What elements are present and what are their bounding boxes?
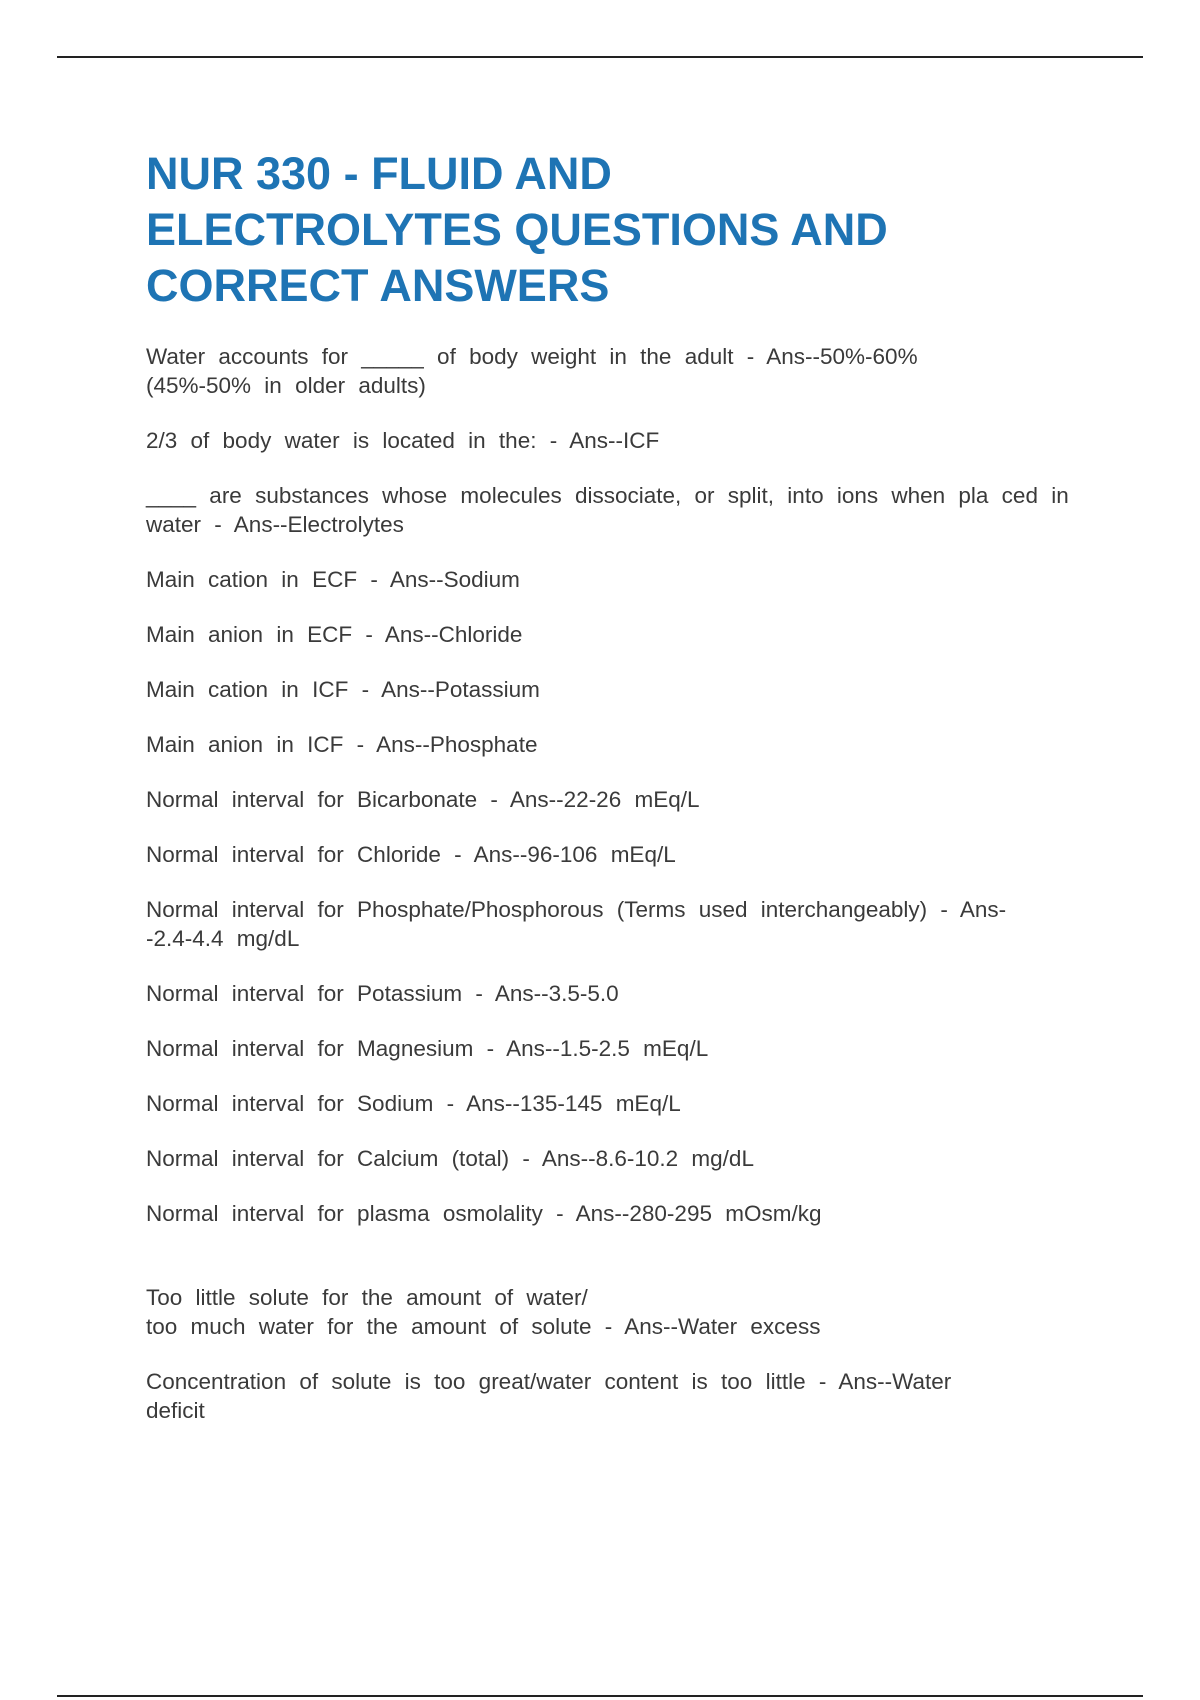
- answer-text: Ans--2.4-4.4 mg/dL: [146, 897, 1007, 951]
- qa-item: Main anion in ICF - Ans--Phosphate: [146, 732, 538, 757]
- question-text: Main anion in ECF: [146, 622, 353, 647]
- qa-item: Normal interval for Magnesium - Ans--1.5-2.5 mEq/L: [146, 1036, 709, 1061]
- answer-text: Ans--96-106 mEq/L: [473, 842, 676, 867]
- question-text: Normal interval for Potassium: [146, 981, 463, 1006]
- qa-item: Concentration of solute is too great/water content is too little - Ans--Water deficit: [146, 1369, 952, 1423]
- answer-text: Ans--22-26 mEq/L: [509, 787, 700, 812]
- answer-text: Ans--Chloride: [384, 622, 523, 647]
- question-text: Normal interval for plasma osmolality: [146, 1201, 543, 1226]
- question-text: Normal interval for Phosphate/Phosphorous (Terms used interchangeably): [146, 897, 928, 922]
- answer-text: Ans--Phosphate: [376, 732, 538, 757]
- answer-text: Ans--ICF: [569, 428, 660, 453]
- question-text: Concentration of solute is too great/water content is too little: [146, 1369, 806, 1394]
- answer-text: Ans--Water deficit: [146, 1369, 952, 1423]
- answer-text: Ans--135-145 mEq/L: [466, 1091, 681, 1116]
- qa-item: Main anion in ECF - Ans--Chloride: [146, 622, 523, 647]
- question-text: Normal interval for Magnesium: [146, 1036, 474, 1061]
- question-text: Too little solute for the amount of water/ too much water for the amount of solute: [146, 1285, 592, 1339]
- question-text: Normal interval for Calcium (total): [146, 1146, 510, 1171]
- question-text: Main cation in ECF: [146, 567, 358, 592]
- answer-text: Ans--Potassium: [381, 677, 540, 702]
- question-text: Main cation in ICF: [146, 677, 349, 702]
- qa-item: Normal interval for Phosphate/Phosphorous (Terms used interchangeably) - Ans--2.4-4.4 mg/dL: [146, 897, 1007, 951]
- question-text: Water accounts for _____ of body weight in the adult: [146, 344, 734, 369]
- answer-text: Ans--280-295 mOsm/kg: [575, 1201, 822, 1226]
- qa-item: Normal interval for Sodium - Ans--135-145 mEq/L: [146, 1091, 681, 1116]
- answer-text: Ans--Sodium: [389, 567, 520, 592]
- qa-item: Water accounts for _____ of body weight in the adult - Ans--50%-60% (45%-50% in older adults): [146, 344, 918, 398]
- question-text: Normal interval for Chloride: [146, 842, 441, 867]
- qa-item: Normal interval for plasma osmolality - Ans--280-295 mOsm/kg: [146, 1201, 822, 1226]
- question-text: Main anion in ICF: [146, 732, 344, 757]
- header-rule: [57, 56, 1143, 58]
- footer-rule: [57, 1695, 1143, 1697]
- qa-item: ____ are substances whose molecules dissociate, or split, into ions when pla ced in water - Ans--Electrolytes: [146, 483, 1069, 537]
- question-text: 2/3 of body water is located in the:: [146, 428, 537, 453]
- answer-text: Ans--3.5-5.0: [494, 981, 619, 1006]
- document-title: NUR 330 - FLUID AND ELECTROLYTES QUESTIONS AND CORRECT ANSWERS: [146, 148, 888, 311]
- qa-item: Normal interval for Calcium (total) - Ans--8.6-10.2 mg/dL: [146, 1146, 754, 1171]
- answer-text: Ans--50%-60% (45%-50% in older adults): [146, 344, 918, 398]
- answer-text: Ans--8.6-10.2 mg/dL: [541, 1146, 754, 1171]
- qa-item: Normal interval for Potassium - Ans--3.5-5.0: [146, 981, 619, 1006]
- answer-text: Ans--1.5-2.5 mEq/L: [506, 1036, 709, 1061]
- answer-text: Ans--Water excess: [624, 1314, 821, 1339]
- answer-text: Ans--Electrolytes: [233, 512, 404, 537]
- question-text: ____ are substances whose molecules dissociate, or split, into ions when pla ced in water: [146, 483, 1069, 537]
- qa-item: Normal interval for Chloride - Ans--96-106 mEq/L: [146, 842, 676, 867]
- document-body: [146, 146, 1084, 1451]
- question-text: Normal interval for Sodium: [146, 1091, 434, 1116]
- qa-item: Main cation in ECF - Ans--Sodium: [146, 567, 520, 592]
- qa-item: Too little solute for the amount of water/ too much water for the amount of solute - Ans--Water excess: [146, 1285, 821, 1339]
- question-text: Normal interval for Bicarbonate: [146, 787, 478, 812]
- qa-item: Main cation in ICF - Ans--Potassium: [146, 677, 540, 702]
- qa-item: Normal interval for Bicarbonate - Ans--22-26 mEq/L: [146, 787, 700, 812]
- qa-item: 2/3 of body water is located in the: - Ans--ICF: [146, 428, 660, 453]
